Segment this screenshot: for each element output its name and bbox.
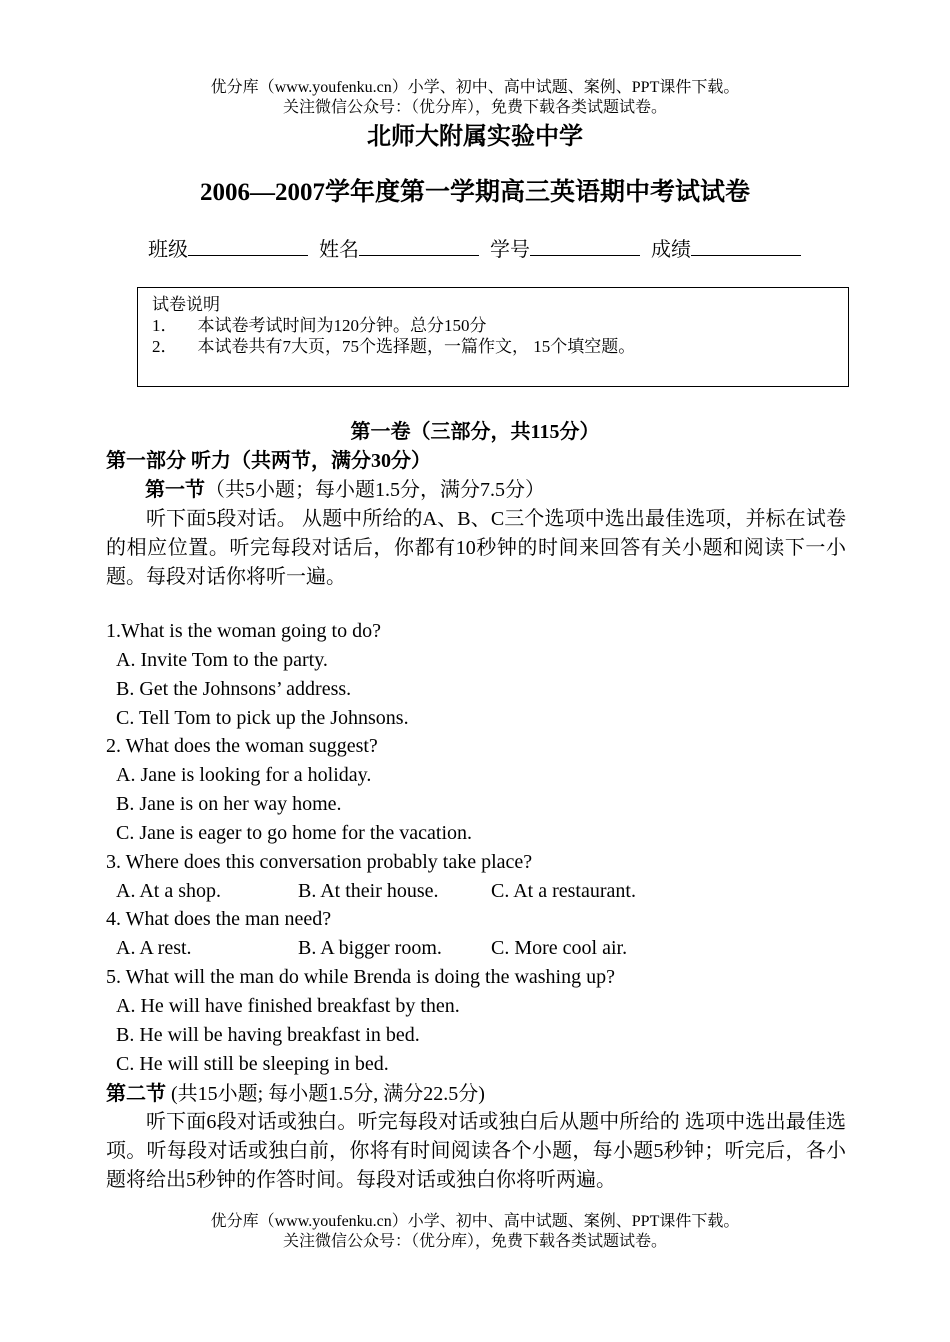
section2-desc: (共15小题; 每小题1.5分, 满分22.5分) <box>166 1083 485 1105</box>
q5-option-a[interactable]: A. He will have finished breakfast by then. <box>116 995 460 1017</box>
question-2: 2. What does the woman suggest? <box>106 735 378 757</box>
exam-title: 2006—2007学年度第一学期高三英语期中考试试卷 <box>199 179 750 206</box>
q3-option-c[interactable]: C. At a restaurant. <box>491 880 636 902</box>
footer-line-1: 优分库（www.youfenku.cn）小学、初中、高中试题、案例、PPT课件下载。 <box>210 1213 740 1230</box>
q3-option-a[interactable]: A. At a shop. <box>116 880 221 902</box>
question-1: 1.What is the woman going to do? <box>106 620 381 642</box>
q2-option-c[interactable]: C. Jane is eager to go home for the vacation. <box>116 822 472 844</box>
section1-label: 第一节 <box>145 479 205 501</box>
question-4: 4. What does the man need? <box>106 908 332 930</box>
score-label: 成绩 <box>651 239 691 261</box>
q5-option-b[interactable]: B. He will be having breakfast in bed. <box>116 1024 420 1046</box>
header-line-1: 优分库（www.youfenku.cn）小学、初中、高中试题、案例、PPT课件下载。 <box>210 79 740 96</box>
question-3: 3. Where does this conversation probably take place? <box>106 851 533 873</box>
footer-line-2: 关注微信公众号：（优分库），免费下载各类试题试卷。 <box>282 1233 667 1250</box>
instruction-item: 1． 本试卷考试时间为120分钟。总分150分 <box>152 316 487 335</box>
q2-option-b[interactable]: B. Jane is on her way home. <box>116 793 342 815</box>
class-label: 班级 <box>148 239 188 261</box>
header-line-2: 关注微信公众号：（优分库），免费下载各类试题试卷。 <box>282 99 667 116</box>
class-blank[interactable] <box>188 237 308 256</box>
instructions-box <box>137 287 849 387</box>
section2-label: 第二节 <box>106 1083 166 1105</box>
student-id-blank[interactable] <box>530 237 640 256</box>
score-blank[interactable] <box>691 237 801 256</box>
name-label: 姓名 <box>319 239 359 261</box>
q4-option-a[interactable]: A. A rest. <box>116 937 192 959</box>
section1-heading <box>145 476 545 505</box>
student-info-line <box>148 233 807 262</box>
instructions-title: 试卷说明 <box>152 295 220 314</box>
q3-option-b[interactable]: B. At their house. <box>298 880 439 902</box>
question-5: 5. What will the man do while Brenda is doing the washing up? <box>106 966 615 988</box>
section2-instructions: 听下面6段对话或独白。听完每段对话或独白后从题中所给的 选项中选出最佳选项。听每段对话或独白前，你将有时间阅读各个小题，每小题5秒钟；听完后，各小题将给出5秒钟的作答时间。每段对话或独白你将听两遍。 <box>106 1111 846 1191</box>
q1-option-c[interactable]: C. Tell Tom to pick up the Johnsons. <box>116 707 409 729</box>
name-blank[interactable] <box>359 237 479 256</box>
volume-title: 第一卷（三部分，共115分） <box>350 421 600 443</box>
q1-option-b[interactable]: B. Get the Johnsons’ address. <box>116 678 352 700</box>
school-name: 北师大附属实验中学 <box>367 124 583 150</box>
instruction-item: 2． 本试卷共有7大页，75个选择题，一篇作文， 15个填空题。 <box>152 337 636 356</box>
q2-option-a[interactable]: A. Jane is looking for a holiday. <box>116 764 372 786</box>
section1-desc: （共5小题；每小题1.5分，满分7.5分） <box>205 479 545 501</box>
section1-instructions: 听下面5段对话。 从题中所给的A、B、C三个选项中选出最佳选项，并标在试卷的相应位置。听完每段对话后，你都有10秒钟的时间来回答有关小题和阅读下一小题。每段对话你将听一遍。 <box>106 508 846 588</box>
student-id-label: 学号 <box>490 239 530 261</box>
section2-heading <box>106 1080 485 1109</box>
q4-option-b[interactable]: B. A bigger room. <box>298 937 442 959</box>
q1-option-a[interactable]: A. Invite Tom to the party. <box>116 649 328 671</box>
part1-title: 第一部分 听力（共两节，满分30分） <box>106 450 431 472</box>
q4-option-c[interactable]: C. More cool air. <box>491 937 628 959</box>
q5-option-c[interactable]: C. He will still be sleeping in bed. <box>116 1053 389 1075</box>
